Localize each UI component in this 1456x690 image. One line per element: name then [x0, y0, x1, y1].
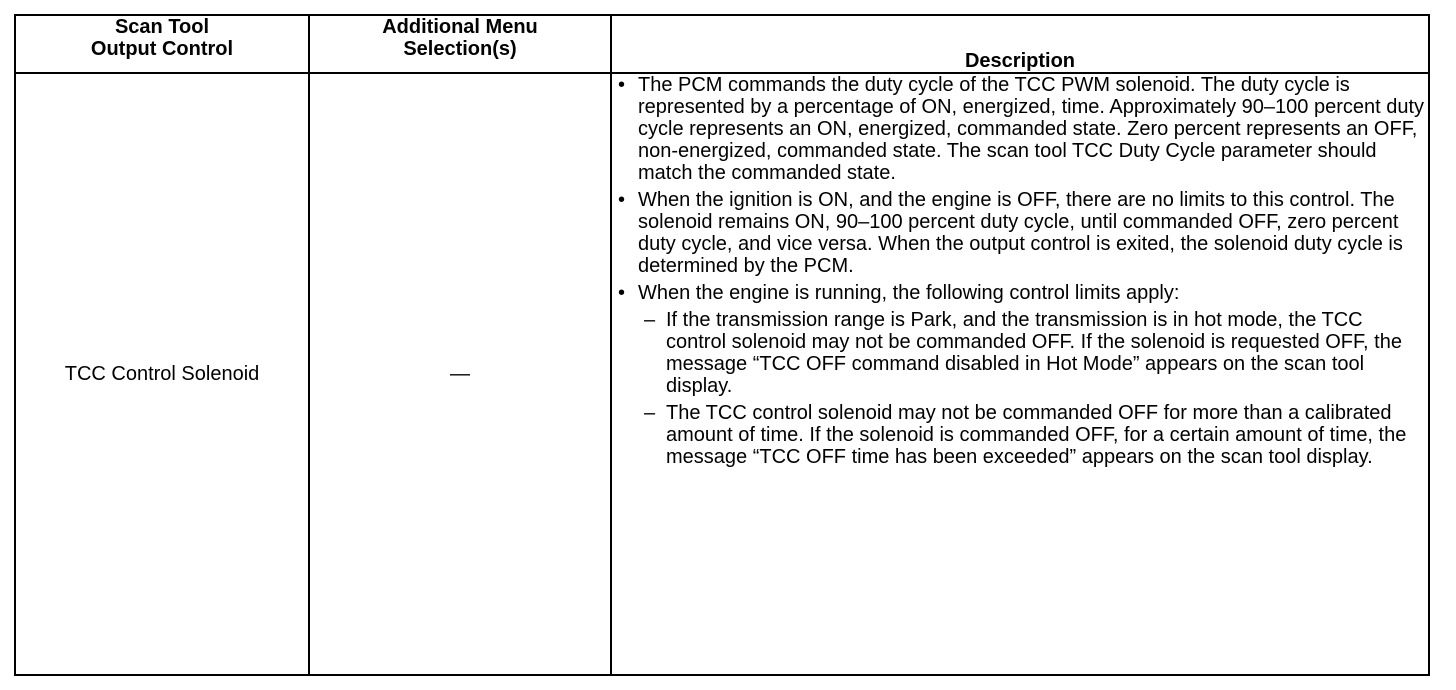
header-line: Additional Menu: [382, 16, 538, 38]
header-line: Scan Tool: [114, 16, 210, 38]
bullet-marker: •: [618, 282, 626, 304]
description-bullet: [612, 282, 1428, 304]
table-header-row: [15, 15, 1429, 73]
header-scan-tool-output-control: [15, 15, 309, 73]
table-row: [15, 73, 1429, 675]
bullet-marker: •: [618, 189, 626, 211]
header-description: Description: [611, 15, 1429, 73]
description-bullet: [612, 189, 1428, 277]
description-cell: [611, 73, 1429, 675]
bullet-marker: •: [618, 74, 626, 96]
bullet-text: The PCM commands the duty cycle of the TCC PWM solenoid. The duty cycle is represented by a percentage of ON, energized, time. Approximately 90–100 percent duty cycle represents an ON, energized, commanded state. Zero percent represents an OFF, non-energized, commanded state. The scan tool TCC Duty Cycle parameter should match the commanded state.: [638, 74, 1425, 184]
dash-marker: –: [644, 402, 656, 424]
menu-selection-cell: —: [309, 73, 611, 675]
output-control-cell: TCC Control Solenoid: [15, 73, 309, 675]
description-sub-item: [638, 402, 1428, 468]
bullet-text: When the engine is running, the following control limits apply:: [638, 282, 1180, 304]
header-line: Selection(s): [403, 38, 517, 60]
scan-tool-output-control-table: [14, 14, 1430, 676]
description-sub-item: [638, 309, 1428, 397]
sub-item-text: If the transmission range is Park, and the transmission is in hot mode, the TCC control solenoid may not be commanded OFF. If the solenoid is requested OFF, the message “TCC OFF command disabled in Hot Mode” appears on the scan tool display.: [666, 309, 1402, 397]
header-additional-menu-selections: [309, 15, 611, 73]
header-line: Output Control: [90, 38, 234, 60]
dash-marker: –: [644, 309, 656, 331]
bullet-text: When the ignition is ON, and the engine is OFF, there are no limits to this control. The solenoid remains ON, 90–100 percent duty cycle, until commanded OFF, zero percent duty cycle, and vice versa. When the output control is exited, the solenoid duty cycle is determined by the PCM.: [638, 189, 1403, 277]
sub-item-text: The TCC control solenoid may not be commanded OFF for more than a calibrated amount of time. If the solenoid is commanded OFF, for a certain amount of time, the message “TCC OFF time has been exceeded” appears on the scan tool display.: [666, 402, 1407, 468]
description-bullet: [612, 74, 1428, 184]
